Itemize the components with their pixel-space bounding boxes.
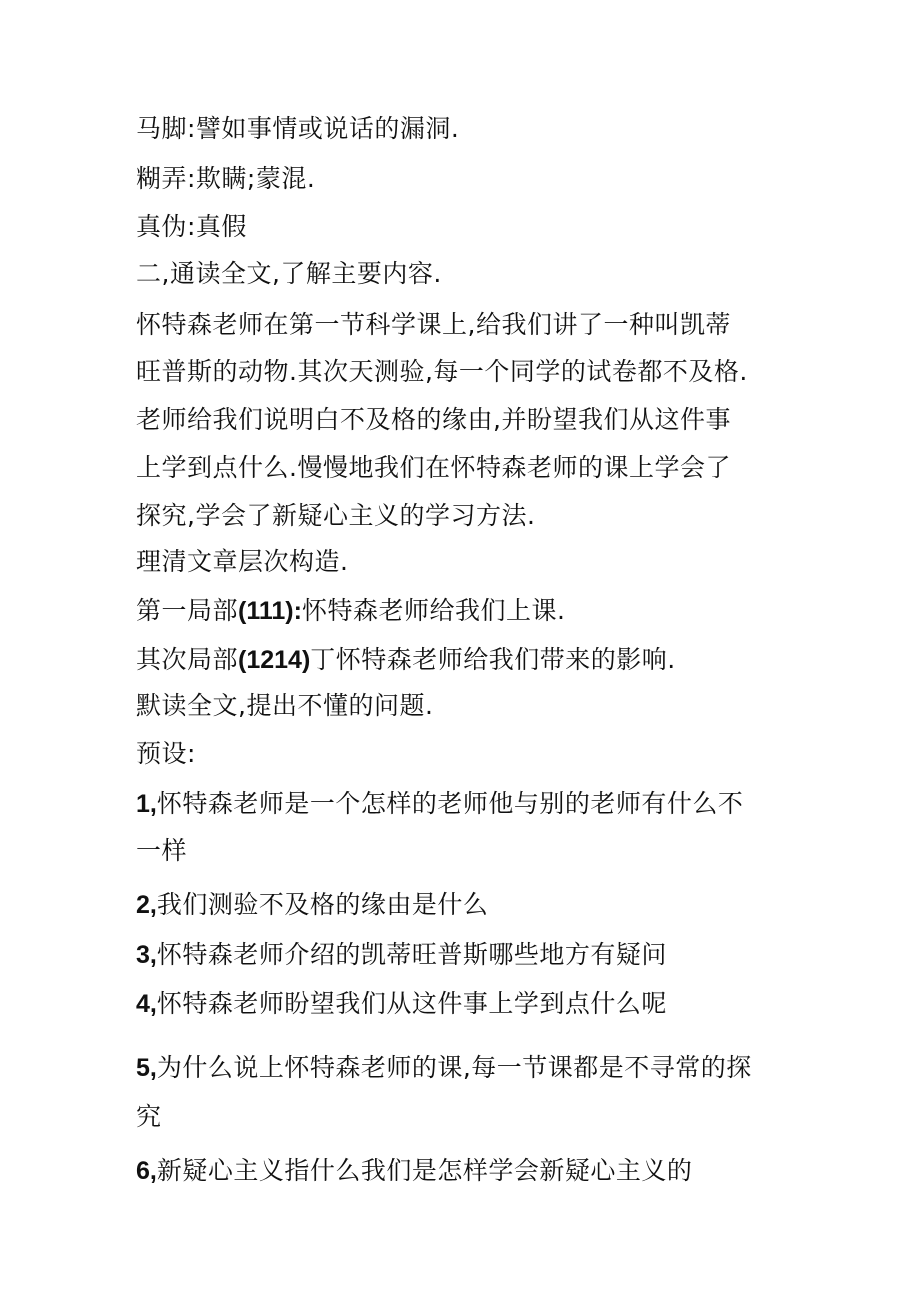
part-1-range: (111): bbox=[238, 597, 302, 625]
preset-label: 预设: bbox=[136, 739, 196, 768]
summary-line-5: 探究,学会了新疑心主义的学习方法. bbox=[136, 501, 536, 530]
vocab-line-majiao: 马脚:譬如事情或说话的漏洞. bbox=[136, 114, 460, 143]
question-2-number: 2, bbox=[136, 891, 157, 919]
part-1-label: 第一局部 bbox=[136, 596, 239, 625]
summary-line-2: 旺普斯的动物.其次天测验,每一个同学的试卷都不及格. bbox=[136, 357, 748, 386]
summary-line-3: 老师给我们说明白不及格的缘由,并盼望我们从这件事 bbox=[136, 405, 731, 434]
question-1 bbox=[136, 789, 743, 819]
structure-part-1 bbox=[136, 596, 565, 626]
part-2-range: (1214) bbox=[238, 646, 311, 674]
structure-heading: 理清文章层次构造. bbox=[136, 547, 349, 576]
question-1-continued: 一样 bbox=[136, 836, 188, 865]
question-4-text: 怀特森老师盼望我们从这件事上学到点什么呢 bbox=[156, 989, 667, 1018]
question-2-text: 我们测验不及格的缘由是什么 bbox=[156, 890, 489, 919]
question-5-number: 5, bbox=[136, 1054, 157, 1082]
silent-reading-heading: 默读全文,提出不懂的问题. bbox=[136, 691, 434, 720]
question-3-text: 怀特森老师介绍的凯蒂旺普斯哪些地方有疑问 bbox=[156, 940, 667, 969]
summary-line-1: 怀特森老师在第一节科学课上,给我们讲了一种叫凯蒂 bbox=[136, 310, 731, 339]
question-4 bbox=[136, 989, 667, 1019]
question-5-text: 为什么说上怀特森老师的课,每一节课都是不寻常的探 bbox=[156, 1053, 752, 1082]
question-4-number: 4, bbox=[136, 990, 157, 1018]
question-5 bbox=[136, 1053, 752, 1083]
part-2-label: 其次局部 bbox=[136, 645, 239, 674]
question-3-number: 3, bbox=[136, 941, 157, 969]
part-2-text: 丁怀特森老师给我们带来的影响. bbox=[310, 645, 676, 674]
question-1-text: 怀特森老师是一个怎样的老师他与别的老师有什么不 bbox=[156, 789, 744, 818]
question-5-continued: 究 bbox=[136, 1102, 162, 1131]
question-1-number: 1, bbox=[136, 790, 157, 818]
section-heading-read-through: 二,通读全文,了解主要内容. bbox=[136, 259, 442, 288]
question-6-text: 新疑心主义指什么我们是怎样学会新疑心主义的 bbox=[156, 1156, 693, 1185]
structure-part-2 bbox=[136, 645, 676, 675]
question-6-number: 6, bbox=[136, 1157, 157, 1185]
question-6 bbox=[136, 1156, 692, 1186]
vocab-line-hunong: 糊弄:欺瞒;蒙混. bbox=[136, 164, 316, 193]
question-2 bbox=[136, 890, 488, 920]
part-1-text: 怀特森老师给我们上课. bbox=[301, 596, 566, 625]
question-3 bbox=[136, 940, 667, 970]
vocab-line-zhenwei: 真伪:真假 bbox=[136, 212, 247, 241]
summary-line-4: 上学到点什么.慢慢地我们在怀特森老师的课上学会了 bbox=[136, 453, 731, 482]
